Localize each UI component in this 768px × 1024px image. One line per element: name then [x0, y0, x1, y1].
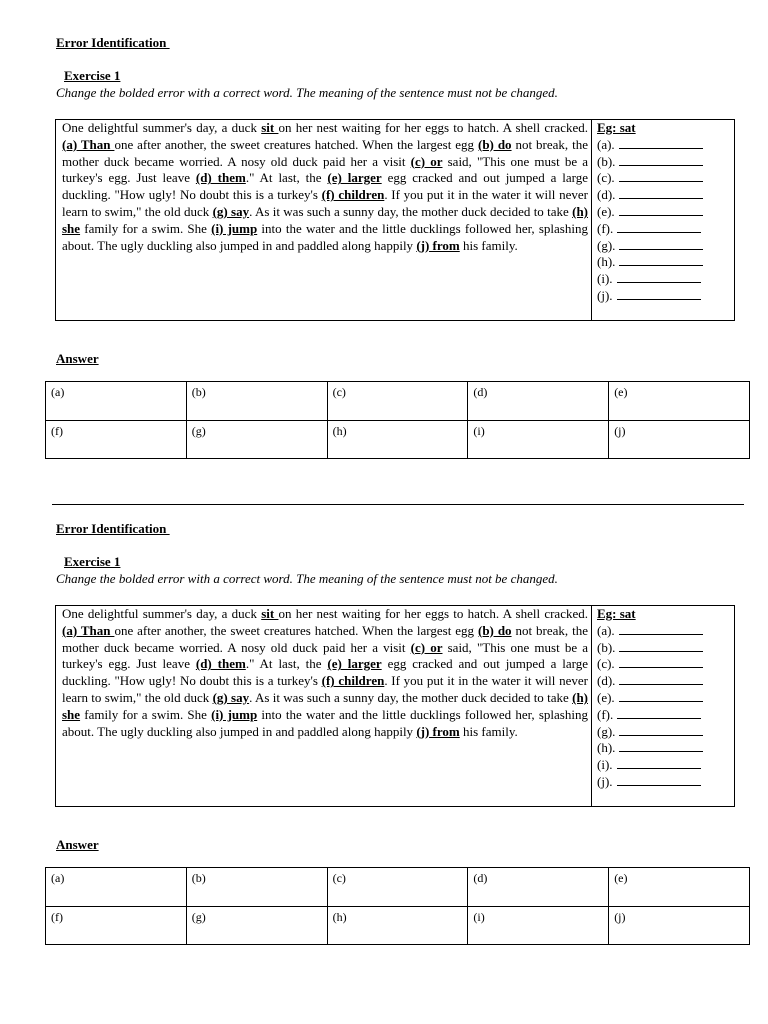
error-word: (i) jump [211, 706, 258, 722]
story-segment: his family. [459, 723, 518, 739]
answer-table-row [46, 906, 750, 945]
story-segment: ." At last, the [245, 656, 328, 672]
instruction-text: Change the bolded error with a correct word. The meaning of the sentence must not be changed. [56, 85, 558, 100]
answer-key-label: (g). [597, 723, 616, 739]
answer-table-row [46, 420, 750, 459]
story-text [62, 606, 588, 740]
error-word: (g) say [212, 203, 250, 219]
error-word: (f) children [321, 187, 385, 203]
answer-cell[interactable]: (g) [186, 906, 327, 945]
answer-blank[interactable] [617, 757, 701, 769]
answer-table [45, 381, 750, 459]
story-segment: not break, the mother duck became worried. A nosy old duck paid her a visit [62, 622, 588, 655]
story-segment: . If you put it in the water it will never learn to swim," the old duck [62, 187, 588, 219]
error-word: (d) them [195, 656, 246, 672]
answer-key-row [597, 204, 703, 221]
answer-cell[interactable]: (d) [468, 382, 609, 421]
answer-key-label: (c). [597, 170, 615, 186]
answer-key-row [597, 724, 703, 741]
answer-key-row [597, 137, 703, 154]
answer-key-label: (i). [597, 271, 613, 287]
answer-blank[interactable] [619, 656, 703, 668]
answer-key-row [597, 656, 703, 673]
exercise-heading: Exercise 1 [64, 68, 121, 83]
error-word: (d) them [195, 170, 246, 186]
example-answer: Eg: sat [597, 606, 636, 621]
answer-cell[interactable]: (i) [468, 906, 609, 945]
answer-blank[interactable] [619, 204, 703, 216]
example-answer: Eg: sat [597, 120, 636, 135]
answer-key-row [597, 254, 703, 271]
answer-label: Answer [56, 837, 99, 852]
error-word: (b) do [478, 622, 512, 638]
answer-key-row [597, 154, 703, 171]
error-word: (j) from [416, 723, 460, 739]
answer-table-row [46, 382, 750, 421]
answer-cell[interactable]: (a) [46, 868, 187, 907]
answer-key-label: (j). [597, 287, 613, 303]
answer-blank[interactable] [619, 137, 703, 149]
story-segment: egg cracked and out jumped a large duckling. "How ugly! No doubt this is a turkey's [62, 656, 588, 689]
story-segment: said, "This one must be a turkey's egg. Just leave [62, 153, 589, 186]
answer-key-row [597, 623, 703, 640]
answer-key-row [597, 757, 703, 774]
answer-key-column [597, 606, 703, 791]
answer-key-label: (e). [597, 689, 615, 705]
error-word: (g) say [212, 689, 250, 705]
answer-key-label: (h). [597, 740, 616, 756]
worksheet-1 [0, 0, 768, 486]
story-segment: egg cracked and out jumped a large duckling. "How ugly! No doubt this is a turkey's [62, 170, 588, 203]
answer-blank[interactable] [619, 238, 703, 250]
story-segment: on her nest waiting for her eggs to hatch. A shell cracked. [278, 120, 588, 135]
answer-blank[interactable] [619, 170, 703, 182]
answer-key-label: (e). [597, 203, 615, 219]
story-segment: into the water and the little ducklings followed her, splashing about. The ugly duckling also jumped in and paddled along happily [62, 706, 588, 739]
column-divider [591, 120, 592, 320]
instruction-text: Change the bolded error with a correct word. The meaning of the sentence must not be changed. [56, 571, 558, 586]
answer-key-row [597, 238, 703, 255]
answer-cell[interactable]: (i) [468, 420, 609, 459]
answer-cell[interactable]: (e) [609, 382, 750, 421]
story-segment: . As it was such a sunny day, the mother duck decided to take [249, 203, 573, 219]
answer-cell[interactable]: (b) [186, 868, 327, 907]
answer-cell[interactable]: (b) [186, 382, 327, 421]
answer-key-row [597, 640, 703, 657]
answer-table-row [46, 868, 750, 907]
story-segment: One delightful summer's day, a duck [62, 606, 262, 621]
story-segment: One delightful summer's day, a duck [62, 120, 262, 135]
answer-cell[interactable]: (g) [186, 420, 327, 459]
exercise-heading: Exercise 1 [64, 554, 121, 569]
story-segment: . If you put it in the water it will never learn to swim," the old duck [62, 673, 588, 705]
story-segment: one after another, the sweet creatures hatched. When the largest egg [114, 136, 478, 152]
error-word: (i) jump [211, 220, 258, 236]
answer-blank[interactable] [619, 640, 703, 652]
answer-cell[interactable]: (d) [468, 868, 609, 907]
error-word: (f) children [321, 673, 385, 689]
answer-key-label: (c). [597, 656, 615, 672]
story-segment: . As it was such a sunny day, the mother duck decided to take [249, 689, 573, 705]
answer-blank[interactable] [619, 740, 703, 752]
error-word: (h) she [62, 689, 588, 722]
error-word: (c) or [410, 639, 443, 655]
answer-key-label: (a). [597, 136, 615, 152]
story-text [62, 120, 588, 254]
answer-key-row [597, 707, 703, 724]
answer-cell[interactable]: (a) [46, 382, 187, 421]
column-divider [591, 606, 592, 806]
error-word: (j) from [416, 237, 460, 253]
answer-key-label: (a). [597, 622, 615, 638]
story-segment: his family. [459, 237, 518, 253]
story-segment: said, "This one must be a turkey's egg. Just leave [62, 639, 589, 672]
answer-key-row [597, 288, 703, 305]
answer-blank[interactable] [619, 254, 703, 266]
answer-key-label: (g). [597, 237, 616, 253]
answer-key-label: (d). [597, 187, 616, 203]
answer-key-label: (i). [597, 757, 613, 773]
answer-cell[interactable]: (j) [609, 420, 750, 459]
answer-key-row [597, 187, 703, 204]
error-word: (a) Than [62, 622, 115, 638]
answer-blank[interactable] [617, 707, 701, 719]
answer-cell[interactable]: (e) [609, 868, 750, 907]
answer-blank[interactable] [619, 690, 703, 702]
answer-key-row [597, 740, 703, 757]
answer-cell[interactable]: (c) [327, 382, 468, 421]
answer-key-label: (j). [597, 773, 613, 789]
answer-key-label: (b). [597, 153, 616, 169]
error-word: (h) she [62, 203, 588, 236]
answer-cell[interactable]: (f) [46, 906, 187, 945]
answer-blank[interactable] [617, 288, 701, 300]
story-segment: on her nest waiting for her eggs to hatch. A shell cracked. [278, 606, 588, 621]
story-segment: family for a swim. She [80, 220, 212, 236]
error-word: (c) or [410, 153, 443, 169]
answer-cell[interactable]: (f) [46, 420, 187, 459]
answer-blank[interactable] [617, 774, 701, 786]
answer-blank[interactable] [617, 221, 701, 233]
answer-blank[interactable] [619, 154, 703, 166]
error-word: sit [261, 606, 279, 621]
story-segment: into the water and the little ducklings followed her, splashing about. The ugly duckling also jumped in and paddled along happily [62, 220, 588, 253]
answer-blank[interactable] [619, 724, 703, 736]
answer-blank[interactable] [619, 187, 703, 199]
error-word: (e) larger [327, 656, 382, 672]
answer-key-label: (f). [597, 706, 614, 722]
story-segment: ." At last, the [245, 170, 328, 186]
story-segment: not break, the mother duck became worried. A nosy old duck paid her a visit [62, 136, 588, 169]
answer-key-label: (f). [597, 220, 614, 236]
worksheet-2 [0, 486, 768, 972]
answer-key-column [597, 120, 703, 305]
answer-key-row [597, 170, 703, 187]
story-box [55, 605, 735, 807]
answer-key-label: (h). [597, 254, 616, 270]
answer-key-row [597, 221, 703, 238]
error-word: (a) Than [62, 136, 115, 152]
worksheet-title: Error Identification [56, 521, 170, 536]
story-box [55, 119, 735, 321]
answer-key-label: (b). [597, 639, 616, 655]
answer-table [45, 867, 750, 945]
answer-cell[interactable]: (j) [609, 906, 750, 945]
answer-key-row [597, 673, 703, 690]
story-segment: family for a swim. She [80, 706, 212, 722]
answer-key-row [597, 690, 703, 707]
error-word: (b) do [478, 136, 512, 152]
answer-blank[interactable] [617, 271, 701, 283]
error-word: sit [261, 120, 279, 135]
answer-label: Answer [56, 351, 99, 366]
story-segment: one after another, the sweet creatures hatched. When the largest egg [114, 622, 478, 638]
answer-blank[interactable] [619, 623, 703, 635]
answer-key-row [597, 774, 703, 791]
answer-cell[interactable]: (h) [327, 420, 468, 459]
answer-cell[interactable]: (c) [327, 868, 468, 907]
worksheet-title: Error Identification [56, 35, 170, 50]
error-word: (e) larger [327, 170, 382, 186]
answer-key-row [597, 271, 703, 288]
answer-key-label: (d). [597, 673, 616, 689]
answer-cell[interactable]: (h) [327, 906, 468, 945]
answer-blank[interactable] [619, 673, 703, 685]
